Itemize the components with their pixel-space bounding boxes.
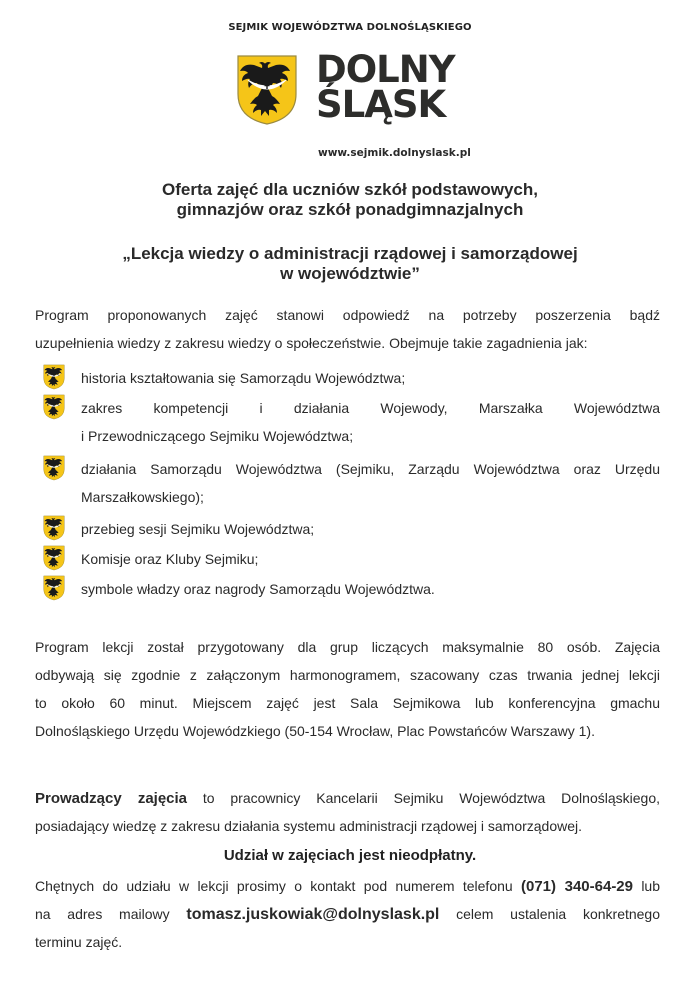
- list-item-text: Marszałkowskiego);: [81, 489, 204, 505]
- program-line3: to około 60 minut. Miejscem zajęć jest Sala Sejmikowa lub konferencyjna gmachu: [35, 695, 660, 711]
- list-item-text: Komisje oraz Kluby Sejmiku;: [81, 551, 259, 567]
- program-line4: Dolnośląskiego Urzędu Wojewódzkiego (50-154 Wrocław, Plac Powstańców Warszawy 1).: [35, 723, 595, 739]
- coat-of-arms-bullet-icon: [43, 394, 65, 420]
- coat-of-arms-bullet-icon: [43, 515, 65, 541]
- contact-line2: [35, 900, 660, 928]
- list-item-text: przebieg sesji Sejmiku Województwa;: [81, 521, 315, 537]
- email-address[interactable]: tomasz.juskowiak@dolnyslask.pl: [186, 906, 440, 923]
- contact-line1-text: Chętnych do udziału w lekcji prosimy o kontakt pod numerem telefonu: [35, 878, 521, 894]
- contact-line1: [35, 872, 660, 900]
- instructors-line1: [35, 784, 660, 812]
- list-item-text: zakres kompetencji i działania Wojewody, Marszałka Województwa: [81, 400, 660, 416]
- contact-line2-text: na adres mailowy: [35, 906, 187, 922]
- list-item-text: symbole władzy oraz nagrody Samorządu Województwa.: [81, 581, 435, 597]
- intro-line2: uzupełnienia wiedzy z zakresu wiedzy o społeczeństwie. Obejmuje takie zagadnienia jak:: [35, 335, 588, 351]
- logo-text-line2: ŚLĄSK: [316, 83, 446, 126]
- contact-line1-end: lub: [633, 878, 660, 894]
- contact-line3: terminu zajęć.: [35, 934, 123, 950]
- instructors-lead: Prowadzący zajęcia: [35, 790, 188, 807]
- lesson-title-line2: w województwie”: [280, 264, 420, 283]
- coat-of-arms-bullet-icon: [43, 545, 65, 571]
- lesson-title-line1: „Lekcja wiedzy o administracji rządowej i samorządowej: [122, 244, 578, 263]
- instructors-line1-text: to pracownicy Kancelarii Sejmiku Województwa Dolnośląskiego,: [187, 790, 660, 806]
- contact-line2-end: celem ustalenia konkretnego: [439, 906, 661, 922]
- program-line1: Program lekcji został przygotowany dla grup liczących maksymalnie 80 osób. Zajęcia: [35, 639, 660, 655]
- coat-of-arms-bullet-icon: [43, 364, 65, 390]
- phone-number[interactable]: (071) 340-64-29: [521, 878, 633, 895]
- contact-paragraph: [35, 872, 660, 956]
- program-paragraph: [35, 633, 660, 745]
- free-participation-note: Udział w zajęciach jest nieodpłatny.: [223, 847, 477, 864]
- instructors-line2: posiadający wiedzę z zakresu działania systemu administracji rządowej i samorządowej.: [35, 818, 583, 834]
- instructors-paragraph: [35, 784, 660, 840]
- program-line2: odbywają się zgodnie z załączonym harmonogramem, szacowany czas trwania jednej lekcji: [35, 667, 660, 683]
- coat-of-arms-bullet-icon: [43, 575, 65, 601]
- coat-of-arms-icon: [236, 54, 298, 126]
- list-item-text: historia kształtowania się Samorządu Województwa;: [81, 370, 406, 386]
- offer-title-line2: gimnazjów oraz szkół ponadgimnazjalnych: [176, 200, 524, 219]
- intro-line1: Program proponowanych zajęć stanowi odpowiedź na potrzeby poszerzenia bądź: [35, 307, 660, 323]
- offer-title-line1: Oferta zajęć dla uczniów szkół podstawowych,: [162, 180, 538, 199]
- coat-of-arms-bullet-icon: [43, 455, 65, 481]
- intro-paragraph: [35, 301, 660, 357]
- website-link[interactable]: www.sejmik.dolnyslask.pl: [318, 147, 471, 159]
- logo-text-line1: DOLNY: [316, 48, 455, 91]
- organization-name: SEJMIK WOJEWÓDZTWA DOLNOŚLĄSKIEGO: [228, 22, 472, 33]
- list-item-text: i Przewodniczącego Sejmiku Województwa;: [81, 428, 354, 444]
- list-item-text: działania Samorządu Województwa (Sejmiku, Zarządu Województwa oraz Urzędu: [81, 461, 660, 477]
